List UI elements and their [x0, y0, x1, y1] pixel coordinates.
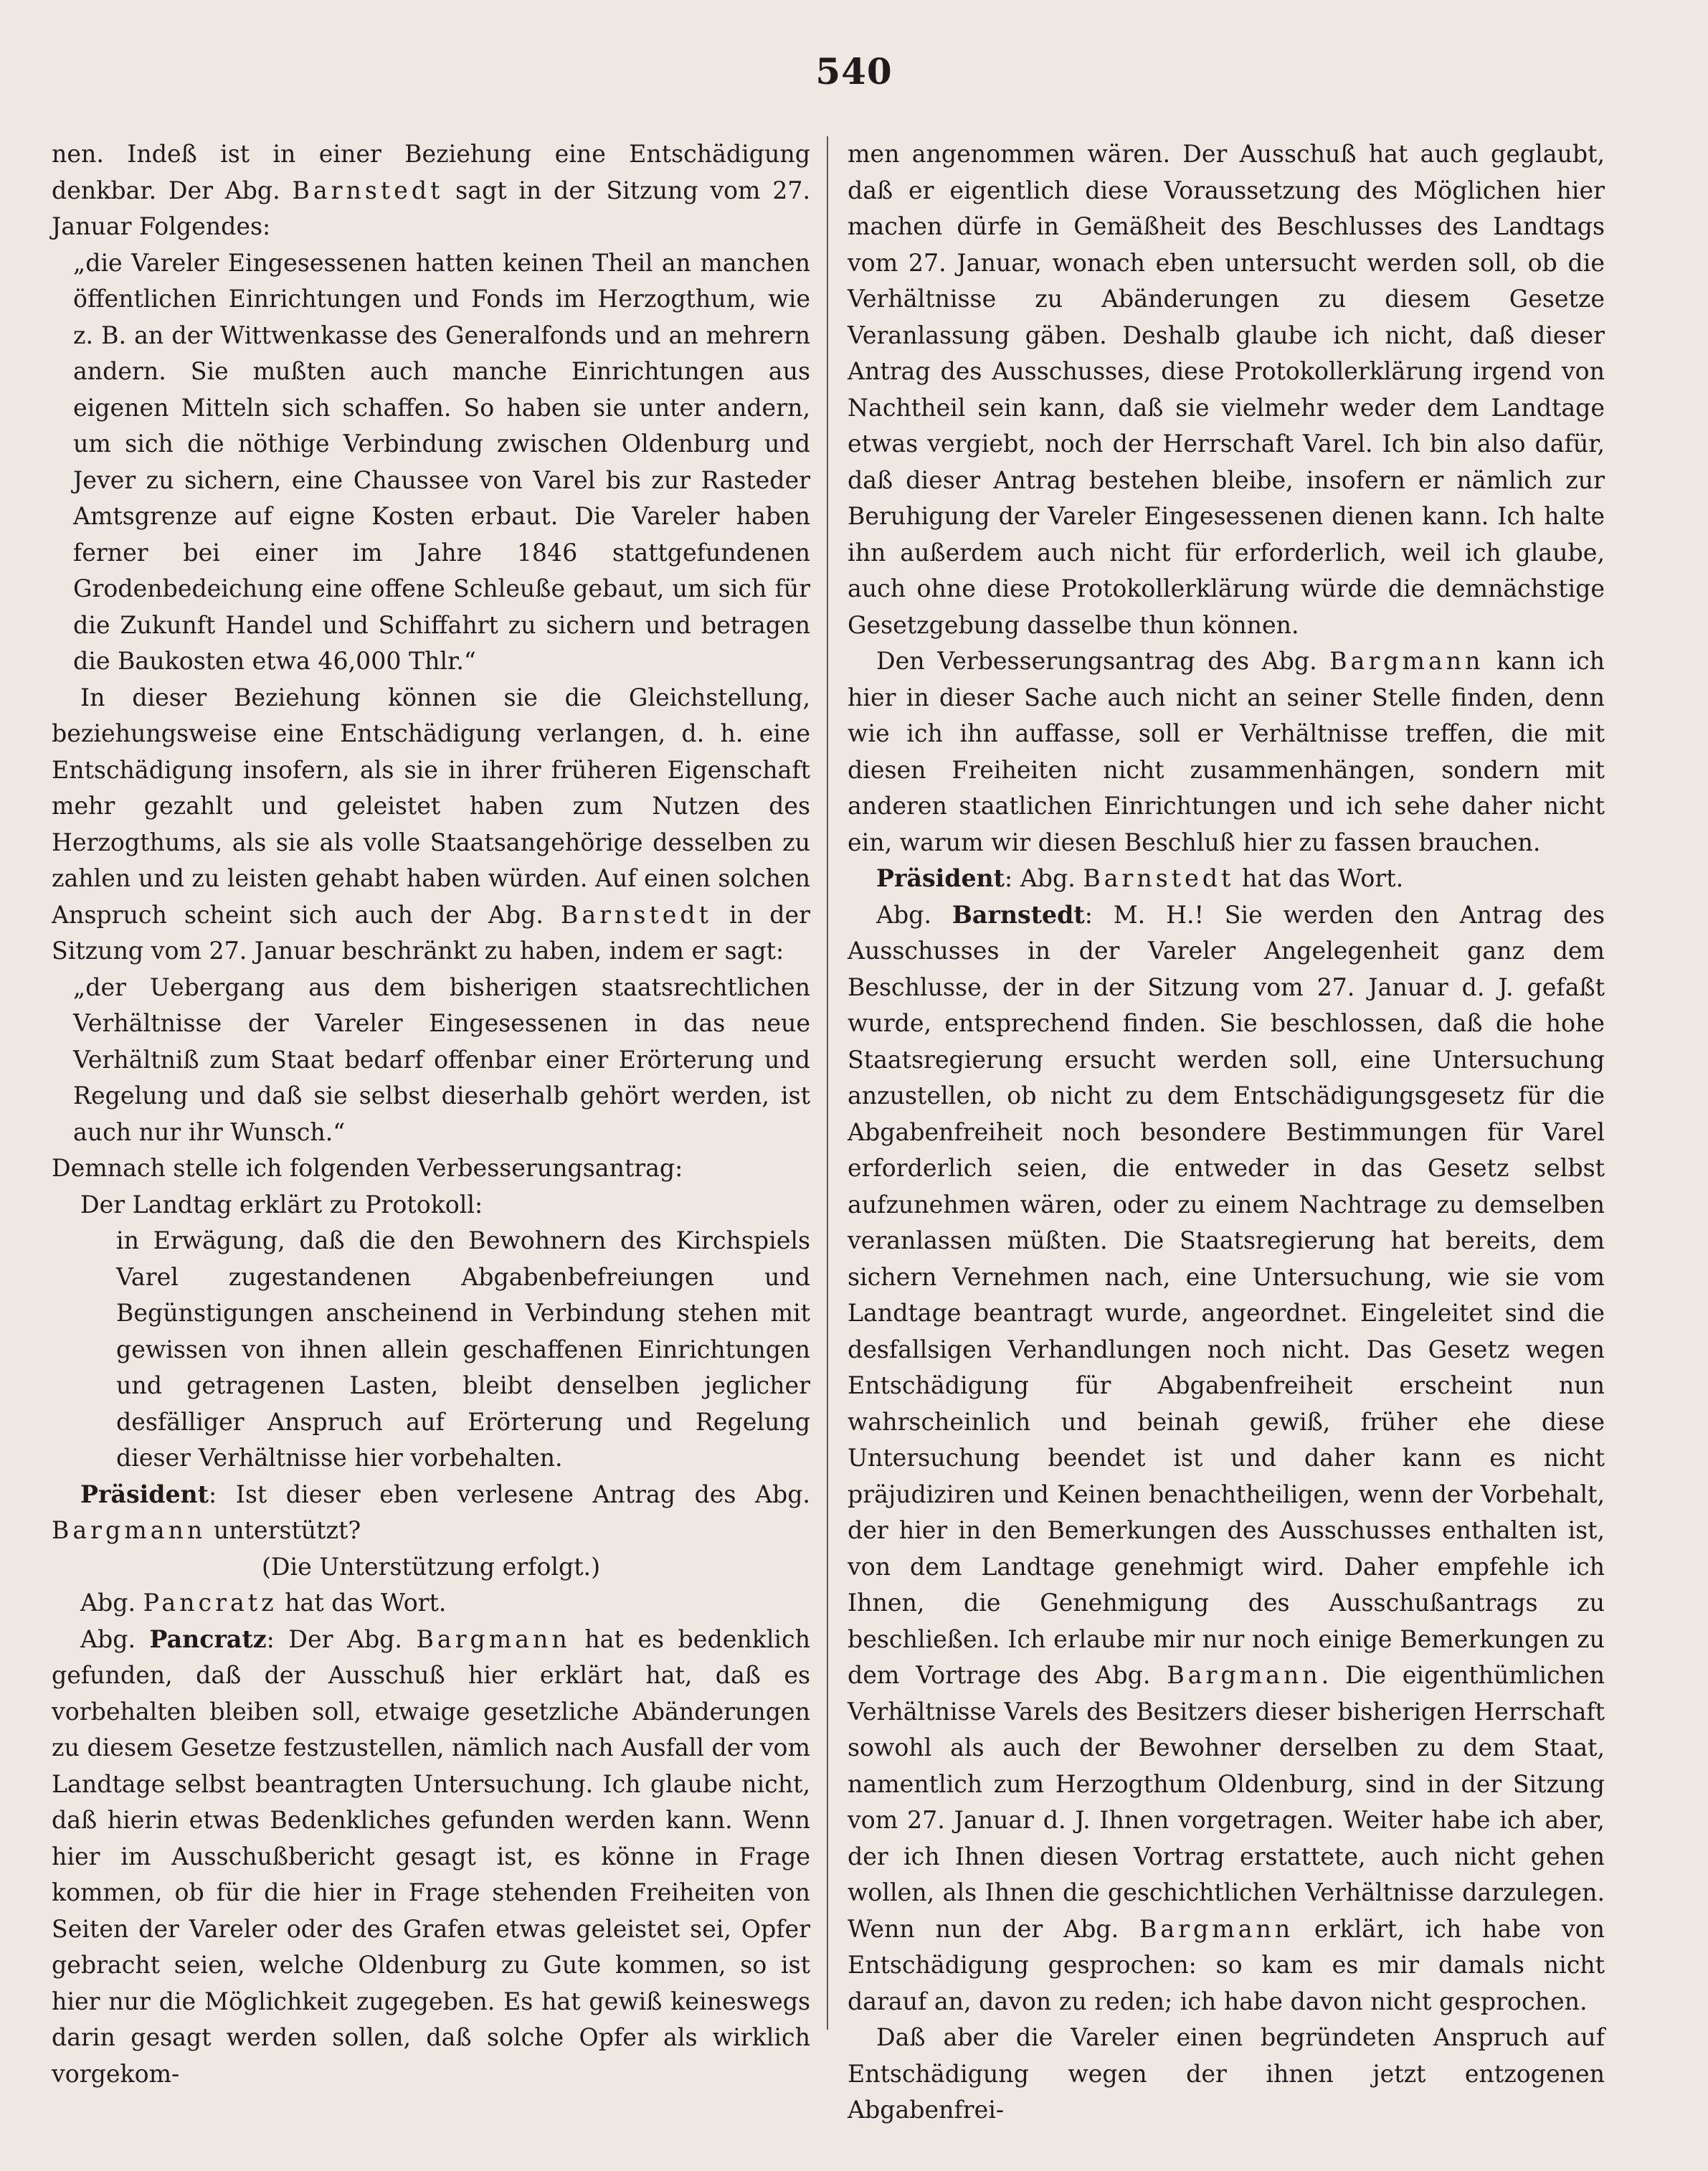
right-column: [848, 136, 1605, 2129]
speaker-name: Barnstedt: [292, 176, 444, 204]
speech: Präsident: Ist dieser eben verlesene Antrag des Abg. Bargmann unterstützt?: [52, 1480, 810, 1544]
paragraph: Abg. Pancratz hat das Wort.: [80, 1589, 447, 1617]
paragraph: Daß aber die Vareler einen begründeten Anspruch auf Entschädigung wegen der ihnen jetzt entzogenen Abgabenfrei-: [848, 2023, 1605, 2124]
column-divider: [827, 136, 828, 2030]
speech: Präsident: Abg. Barnstedt hat das Wort.: [876, 864, 1404, 892]
speaker-label: Pancratz: [149, 1624, 267, 1653]
speaker-name: Barnstedt: [561, 900, 713, 929]
paragraph: In dieser Beziehung können sie die Gleichstellung, beziehungsweise eine Entschädigung verlangen, d. h. eine Entschädigung insofern, als sie in ihrer früheren Eigenschaft mehr gezahlt und geleistet haben zum Nutzen des Herzogthums, als sie als volle Staatsangehörige desselben zu zahlen und zu leisten gehabt haben würden. Auf einen solchen Anspruch scheint sich auch der Abg. Barnstedt in der Sitzung vom 27. Januar beschränkt zu haben, indem er sagt:: [52, 683, 810, 965]
paragraph: Demnach stelle ich folgenden Verbesserungsantrag:: [52, 1154, 683, 1182]
quotation: „der Uebergang aus dem bisherigen staatsrechtlichen Verhältnisse der Vareler Eingesessenen in das neue Verhältniß zum Staat bedarf offenbar einer Erörterung und Regelung und daß sie selbst dieserhalb gehört werden, ist auch nur ihr Wunsch.“: [73, 973, 810, 1146]
page-number: 540: [815, 50, 893, 93]
speech: Abg. Pancratz: Der Abg. Bargmann hat es bedenklich gefunden, daß der Ausschuß hier erklärt hat, daß es vorbehalten bleiben soll, etwaige gesetzliche Abänderungen zu diesem Gesetze festzustellen, nämlich nach Ausfall der vom Landtage selbst beantragten Untersuchung. Ich glaube nicht, daß hierin etwas Bedenkliches gefunden werden kann. Wenn hier im Ausschußbericht gesagt ist, es könne in Frage kommen, ob für die hier in Frage stehenden Freiheiten von Seiten der Vareler oder des Grafen etwas geleistet sei, Opfer gebracht seien, welche Oldenburg zu Gute kommen, so ist hier nur die Möglichkeit zugegeben. Es hat gewiß keineswegs darin gesagt werden sollen, daß solche Opfer als wirklich vorgekom-: [52, 1624, 811, 2088]
paragraph: Der Landtag erklärt zu Protokoll:: [80, 1190, 483, 1219]
speaker-label: Präsident: [876, 864, 1005, 892]
paragraph: nen. Indeß ist in einer Beziehung eine Entschädigung denkbar. Der Abg. Barnstedt sagt in der Sitzung vom 27. Januar Folgendes:: [52, 140, 811, 240]
paragraph: Den Verbesserungsantrag des Abg. Bargmann kann ich hier in dieser Sache auch nicht an seiner Stelle finden, denn wie ich ihn auffasse, soll er Verhältnisse treffen, die mit diesen Freiheiten nicht zusammenhängen, sondern mit anderen staatlichen Einrichtungen und ich sehe daher nicht ein, warum wir diesen Beschluß hier zu fassen brauchen.: [848, 647, 1605, 856]
speaker-name: Bargmann: [52, 1516, 207, 1544]
speaker-name: Pancratz: [143, 1589, 277, 1617]
speech: Abg. Barnstedt: M. H.! Sie werden den Antrag des Ausschusses in der Vareler Angelegenheit ganz dem Beschlusse, der in der Sitzung vom 27. Januar d. J. gefaßt wurde, entsprechend finden. Sie beschlossen, daß die hohe Staatsregierung ersucht werden soll, eine Untersuchung anzustellen, ob nicht zu dem Entschädigungsgesetz für die Abgabenfreiheit noch besondere Bestimmungen für Varel erforderlich seien, die entweder in das Gesetz selbst aufzunehmen wären, oder zu einem Nachtrage zu demselben veranlassen müßten. Die Staatsregierung hat bereits, dem sichern Vernehmen nach, eine Untersuchung, wie sie vom Landtage beantragt wurde, angeordnet. Eingeleitet sind die desfallsigen Verhandlungen noch nicht. Das Gesetz wegen Entschädigung für Abgabenfreiheit erscheint nun wahrscheinlich und beinah gewiß, früher ehe diese Untersuchung beendet ist und daher kann es nicht präjudiziren und Keinen benachtheiligen, wenn der Vorbehalt, der hier in den Bemerkungen des Ausschusses enthalten ist, von dem Landtage genehmigt wird. Daher empfehle ich Ihnen, die Genehmigung des Ausschußantrags zu beschließen. Ich erlaube mir nur noch einige Bemerkungen zu dem Vortrage des Abg. Bargmann. Die eigenthümlichen Verhältnisse Varels des Besitzers dieser bisherigen Herrschaft sowohl als auch der Bewohner derselben zu dem Staat, namentlich zum Herzogthum Oldenburg, sind in der Sitzung vom 27. Januar d. J. Ihnen vorgetragen. Weiter habe ich aber, der ich Ihnen diesen Vortrag erstattete, auch nicht gehen wollen, als Ihnen die geschichtlichen Verhältnisse darzulegen. Wenn nun der Abg. Bargmann erklärt, ich habe von Entschädigung gesprochen: so kam es mir damals nicht darauf an, davon zu reden; ich habe davon nicht gesprochen.: [848, 900, 1605, 2015]
speaker-label: Präsident: [80, 1480, 209, 1508]
motion-text: in Erwägung, daß die den Bewohnern des Kirchspiels Varel zugestandenen Abgabenbefreiungen und Begünstigungen anscheinend in Verbindung stehen mit gewissen von ihnen allein geschaffenen Einrichtungen und getragenen Lasten, bleibt denselben jeglicher desfälliger Anspruch auf Erörterung und Regelung dieser Verhältnisse hier vorbehalten.: [116, 1226, 810, 1472]
speaker-name: Bargmann: [1167, 1661, 1322, 1689]
quotation: „die Vareler Eingesessenen hatten keinen Theil an manchen öffentlichen Einrichtungen und Fonds im Herzogthum, wie z. B. an der Wittwenkasse des Generalfonds und an mehrern andern. Sie mußten auch manche Einrichtungen aus eigenen Mitteln sich schaffen. So haben sie unter andern, um sich die nöthige Verbindung zwischen Oldenburg und Jever zu sichern, eine Chaussee von Varel bis zur Rasteder Amtsgrenze auf eigne Kosten erbaut. Die Vareler haben ferner bei einer im Jahre 1846 stattgefundenen Grodenbedeichung eine offene Schleuße gebaut, um sich für die Zukunft Handel und Schiffahrt zu sichern und betragen die Baukosten etwa 46,000 Thlr.“: [73, 248, 810, 675]
stage-direction: (Die Unterstützung erfolgt.): [261, 1552, 601, 1581]
speaker-name: Bargmann: [1329, 647, 1484, 675]
paragraph: men angenommen wären. Der Ausschuß hat auch geglaubt, daß er eigentlich diese Voraussetzung des Möglichen hier machen dürfe in Gemäßheit des Beschlusses des Landtags vom 27. Januar, wonach eben untersucht werden soll, ob die Verhältnisse zu Abänderungen zu diesem Gesetze Veranlassung gäben. Deshalb glaube ich nicht, daß dieser Antrag des Ausschusses, diese Protokollerklärung irgend von Nachtheil sein kann, daß sie vielmehr weder dem Landtage etwas vergiebt, noch der Herrschaft Varel. Ich bin also dafür, daß dieser Antrag bestehen bleibe, insofern er nämlich zur Beruhigung der Vareler Eingesessenen dienen kann. Ich halte ihn außerdem auch nicht für erforderlich, weil ich glaube, auch ohne diese Protokollerklärung würde die demnächstige Gesetzgebung dasselbe thun können.: [848, 140, 1605, 639]
speaker-name: Bargmann: [1139, 1914, 1294, 1943]
left-column: [52, 136, 810, 2092]
speaker-name: Barnstedt: [1083, 864, 1235, 892]
speaker-name: Bargmann: [416, 1624, 571, 1653]
speaker-label: Barnstedt: [952, 900, 1085, 929]
